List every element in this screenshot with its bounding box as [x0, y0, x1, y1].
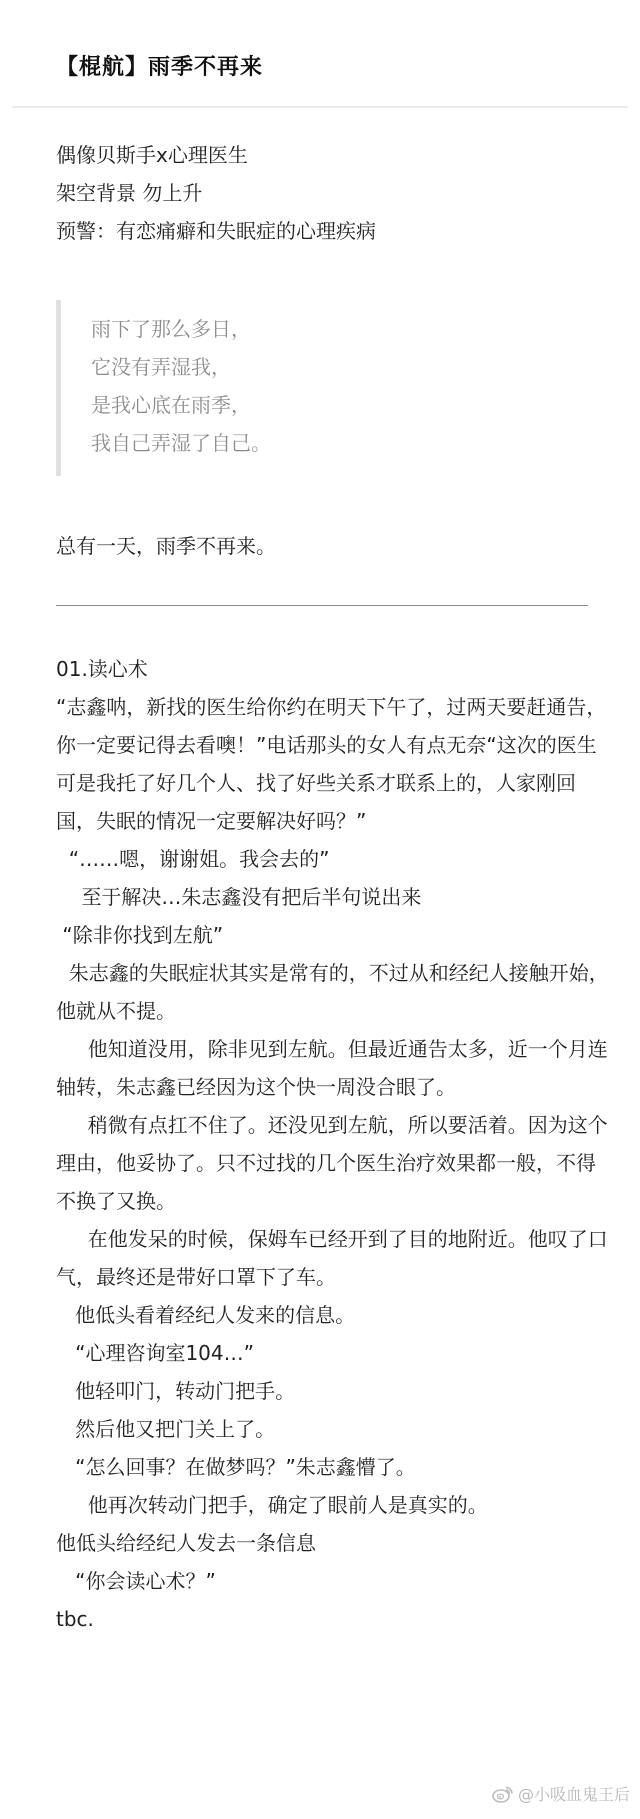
weibo-icon	[492, 1785, 514, 1803]
story-paragraph: 稍微有点扛不住了。还没见到左航，所以要活着。因为这个理由，他妥协了。只不过找的几个医生治疗效果都一般，不得不换了又换。	[56, 1113, 608, 1213]
story-paragraph: 他知道没用，除非见到左航。但最近通告太多，近一个月连轴转，朱志鑫已经因为这个快一周没合眼了。	[56, 1037, 608, 1099]
intro-line: 架空背景 勿上升	[56, 181, 203, 205]
story-paragraph: 然后他又把门关上了。	[56, 1417, 276, 1441]
story-paragraph: “心理咨询室104…”	[56, 1341, 254, 1365]
story-paragraph: 他轻叩门，转动门把手。	[56, 1379, 296, 1403]
story-end-marker: tbc.	[56, 1607, 94, 1631]
story-paragraph: 他低头给经纪人发去一条信息	[56, 1531, 316, 1555]
intro-line: 预警：有恋痛癖和失眠症的心理疾病	[56, 219, 376, 243]
blockquote	[56, 300, 621, 476]
watermark	[492, 1782, 630, 1805]
story-paragraph: “你会读心术？”	[56, 1569, 216, 1593]
quote-line: 是我心底在雨季，	[91, 393, 251, 417]
quote-line: 我自己弄湿了自己。	[91, 431, 271, 455]
story-paragraph: 朱志鑫的失眠症状其实是常有的，不过从和经纪人接触开始，他就从不提。	[56, 961, 609, 1023]
intro-block	[56, 136, 376, 250]
page-title: 【棍航】雨季不再来	[56, 55, 264, 80]
closing-line: 总有一天，雨季不再来。	[56, 534, 276, 558]
story-paragraph: 他低头看着经纪人发来的信息。	[56, 1303, 356, 1327]
watermark-text: @小吸血鬼王后	[517, 1785, 630, 1804]
story-paragraph: “……嗯，谢谢姐。我会去的”	[56, 847, 330, 871]
story-paragraph: “怎么回事？在做梦吗？”朱志鑫懵了。	[56, 1455, 416, 1479]
quote-line: 雨下了那么多日，	[91, 317, 251, 341]
quote-line: 它没有弄湿我，	[91, 355, 231, 379]
chapter-heading: 01.读心术	[56, 657, 148, 681]
story-paragraph: “志鑫呐，新找的医生给你约在明天下午了，过两天要赶通告，你一定要记得去看噢！”电话那头的女人有点无奈“这次的医生可是我托了好几个人、找了好些关系才联系上的，人家刚回国，失眠的情况一定要解决好吗？”	[56, 695, 607, 833]
story-paragraph: “除非你找到左航”	[56, 923, 224, 947]
story-paragraph: 他再次转动门把手，确定了眼前人是真实的。	[56, 1493, 488, 1517]
story-body	[56, 650, 612, 1638]
intro-line: 偶像贝斯手x心理医生	[56, 143, 248, 167]
story-paragraph: 在他发呆的时候，保姆车已经开到了目的地附近。他叹了口气，最终还是带好口罩下了车。	[56, 1227, 608, 1289]
title-divider	[12, 106, 628, 108]
section-divider	[56, 605, 588, 606]
story-paragraph: 至于解决…朱志鑫没有把后半句说出来	[56, 885, 422, 909]
